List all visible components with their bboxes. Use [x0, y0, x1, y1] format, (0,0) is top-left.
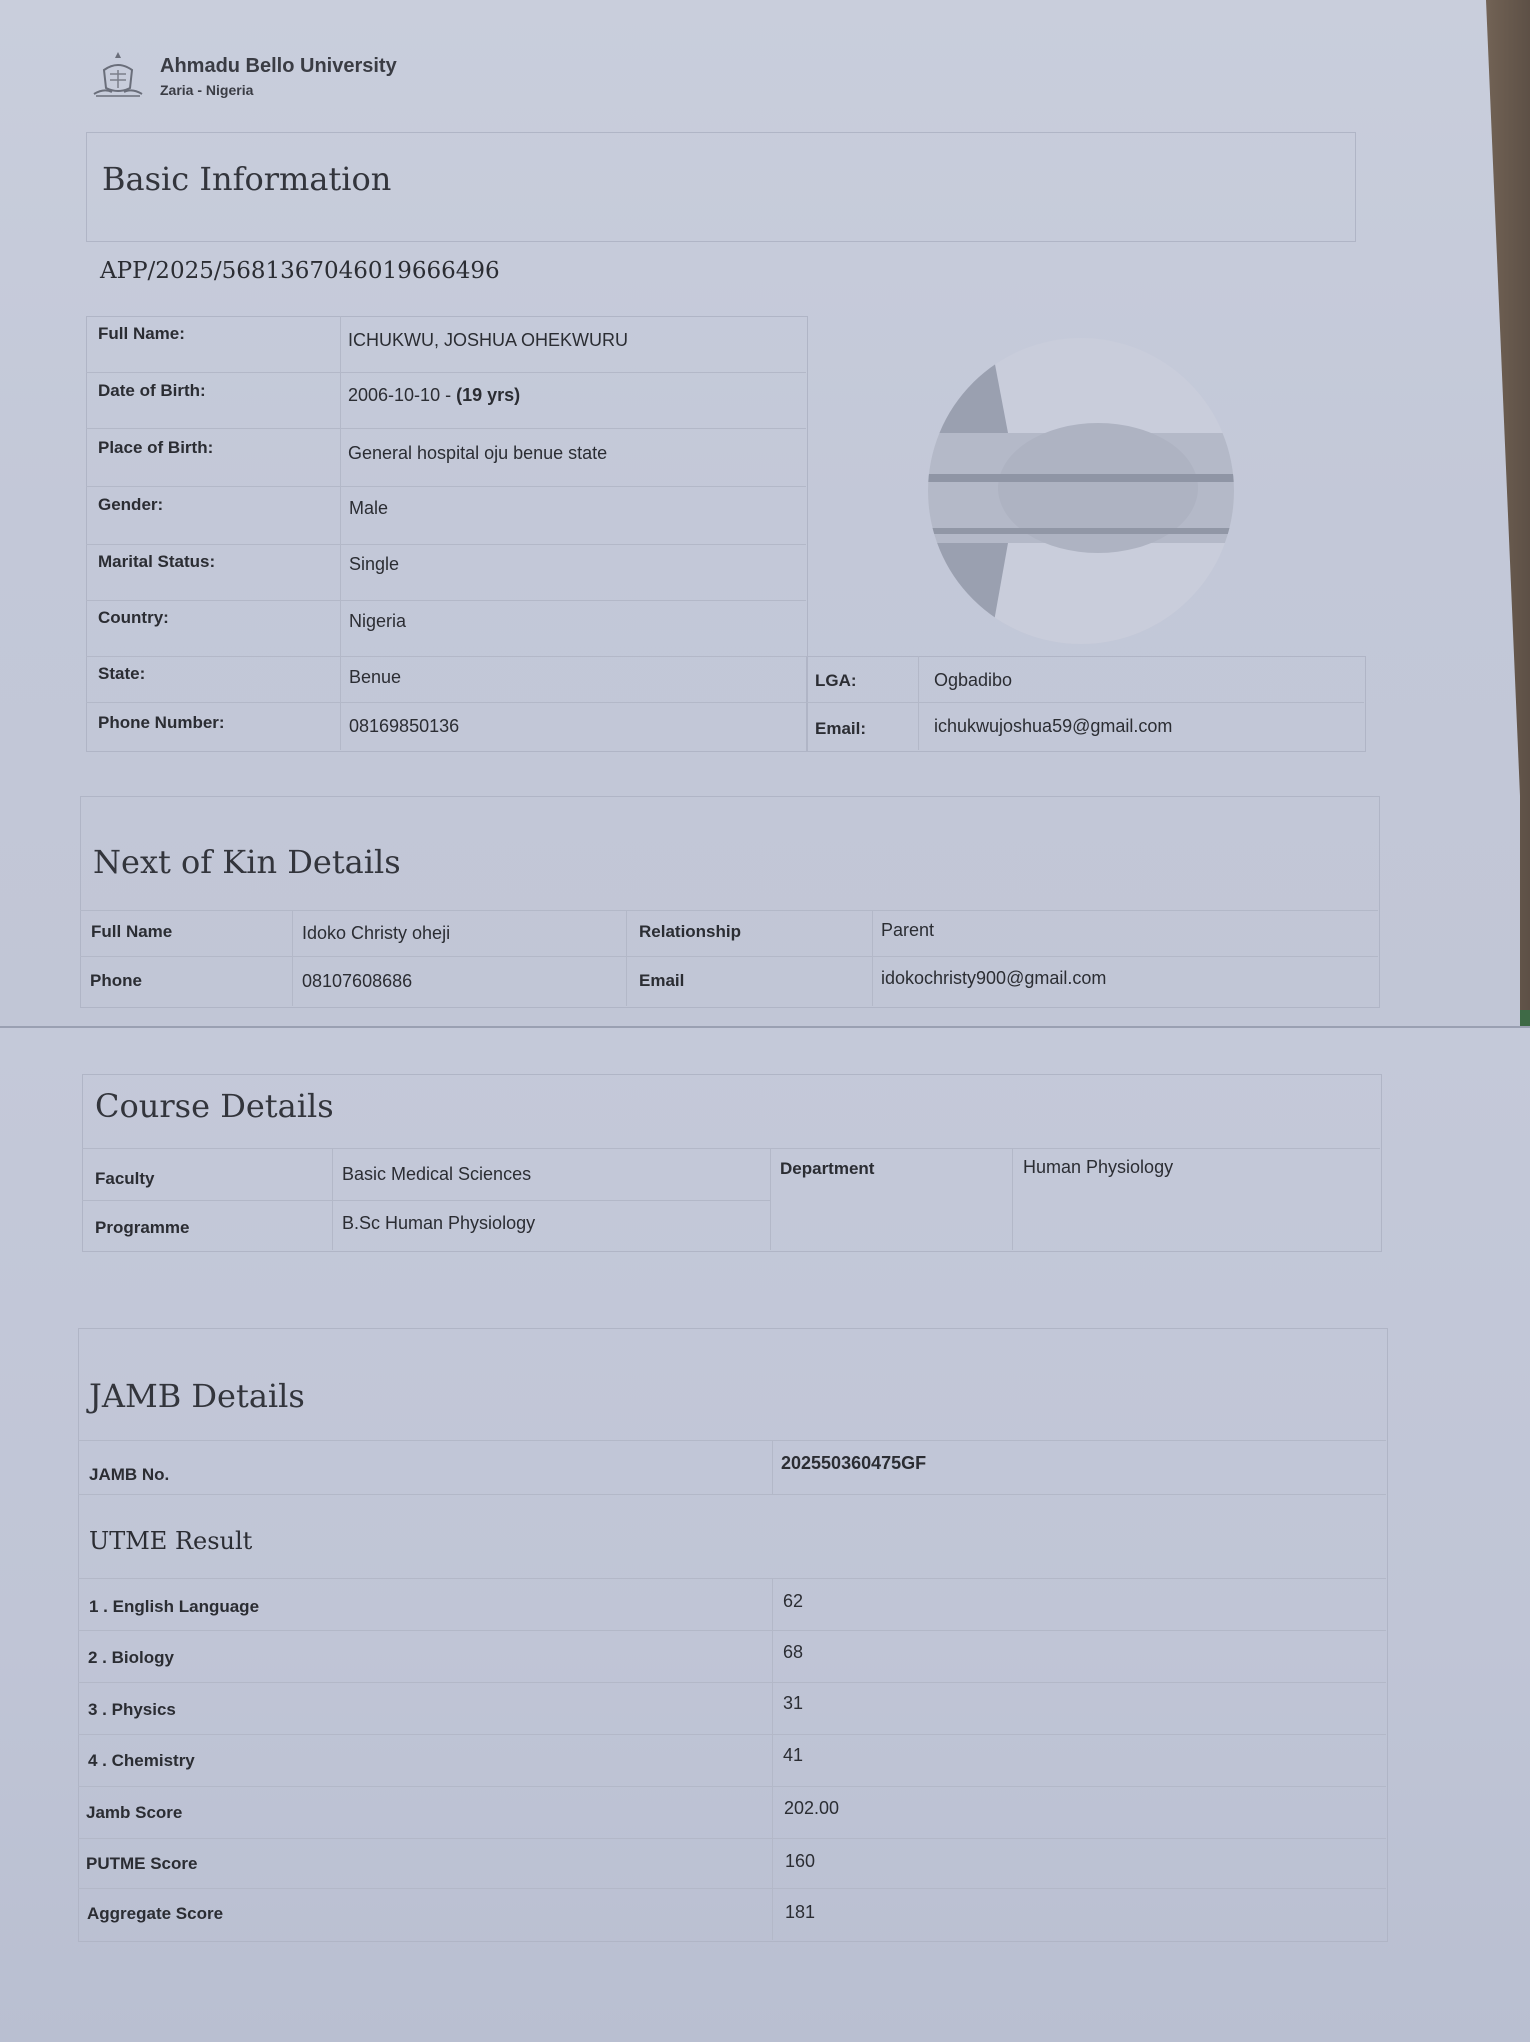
gender-value: Male: [349, 498, 389, 518]
department-label: Department: [780, 1159, 875, 1178]
subject-label: 2 . Biology: [88, 1648, 174, 1667]
age-value: (19 yrs): [456, 385, 521, 405]
subject-score: 68: [783, 1642, 804, 1662]
country-value: Nigeria: [349, 611, 407, 631]
marital-status-label: Marital Status:: [98, 552, 216, 571]
subject-label: 4 . Chemistry: [88, 1751, 195, 1770]
pob-value: General hospital oju benue state: [348, 443, 608, 463]
putme-score-value: 160: [785, 1851, 816, 1871]
dob-label: Date of Birth:: [98, 381, 206, 400]
state-label: State:: [98, 664, 146, 683]
email-label: Email:: [815, 719, 867, 738]
jamb-details-frame: [78, 1328, 1388, 1942]
subject-score: 62: [783, 1591, 804, 1611]
university-location: Zaria - Nigeria: [160, 82, 254, 98]
subject-score: 31: [783, 1693, 804, 1713]
jamb-score-label: Jamb Score: [86, 1803, 183, 1822]
applicant-photo: [928, 338, 1234, 644]
faculty-label: Faculty: [95, 1169, 155, 1188]
lga-value: Ogbadibo: [934, 670, 1013, 690]
nok-full-name-value: Idoko Christy oheji: [302, 923, 451, 943]
jamb-no-value: 202550360475GF: [781, 1453, 927, 1473]
photo-placeholder-icon: [928, 338, 1234, 644]
nok-email-label: Email: [639, 971, 685, 990]
marital-status-value: Single: [349, 554, 400, 574]
nok-email-value: idokochristy900@gmail.com: [881, 968, 1107, 988]
nok-phone-label: Phone: [90, 971, 142, 990]
subject-label: 3 . Physics: [88, 1700, 176, 1719]
jamb-no-label: JAMB No.: [89, 1465, 170, 1484]
programme-label: Programme: [95, 1218, 190, 1237]
nok-relationship-value: Parent: [881, 920, 935, 940]
full-name-label: Full Name:: [98, 324, 185, 343]
subject-label: 1 . English Language: [89, 1597, 260, 1616]
phone-number-value: 08169850136: [349, 716, 460, 736]
jamb-score-value: 202.00: [784, 1798, 840, 1818]
gender-label: Gender:: [98, 495, 164, 514]
department-value: Human Physiology: [1023, 1157, 1174, 1177]
university-name: Ahmadu Bello University: [160, 55, 397, 77]
basic-info-title: Basic Information: [102, 160, 392, 198]
dob-date: 2006-10-10 -: [348, 385, 452, 405]
nok-full-name-label: Full Name: [91, 922, 173, 941]
jamb-details-title: JAMB Details: [89, 1377, 305, 1415]
utme-result-title: UTME Result: [89, 1527, 253, 1555]
faculty-value: Basic Medical Sciences: [342, 1164, 532, 1184]
email-value: ichukwujoshua59@gmail.com: [934, 716, 1173, 736]
lga-label: LGA:: [815, 671, 857, 690]
aggregate-score-value: 181: [785, 1902, 816, 1922]
dob-value: [348, 385, 520, 406]
subject-score: 41: [783, 1745, 804, 1765]
country-label: Country:: [98, 608, 169, 627]
pob-label: Place of Birth:: [98, 438, 214, 457]
programme-value: B.Sc Human Physiology: [342, 1213, 536, 1233]
application-number: APP/2025/5681367046019666496: [100, 258, 500, 284]
university-logo-icon: [90, 48, 146, 104]
full-name-value: ICHUKWU, JOSHUA OHEKWURU: [348, 330, 629, 350]
putme-score-label: PUTME Score: [86, 1854, 198, 1873]
course-details-title: Course Details: [95, 1087, 334, 1125]
aggregate-score-label: Aggregate Score: [87, 1904, 224, 1923]
nok-phone-value: 08107608686: [302, 971, 413, 991]
lga-email-table: [806, 656, 1366, 752]
nok-relationship-label: Relationship: [639, 922, 742, 941]
phone-number-label: Phone Number:: [98, 713, 225, 732]
next-of-kin-frame: [80, 796, 1380, 1008]
document-header: [90, 48, 397, 104]
state-value: Benue: [349, 667, 402, 687]
next-of-kin-title: Next of Kin Details: [93, 843, 401, 881]
